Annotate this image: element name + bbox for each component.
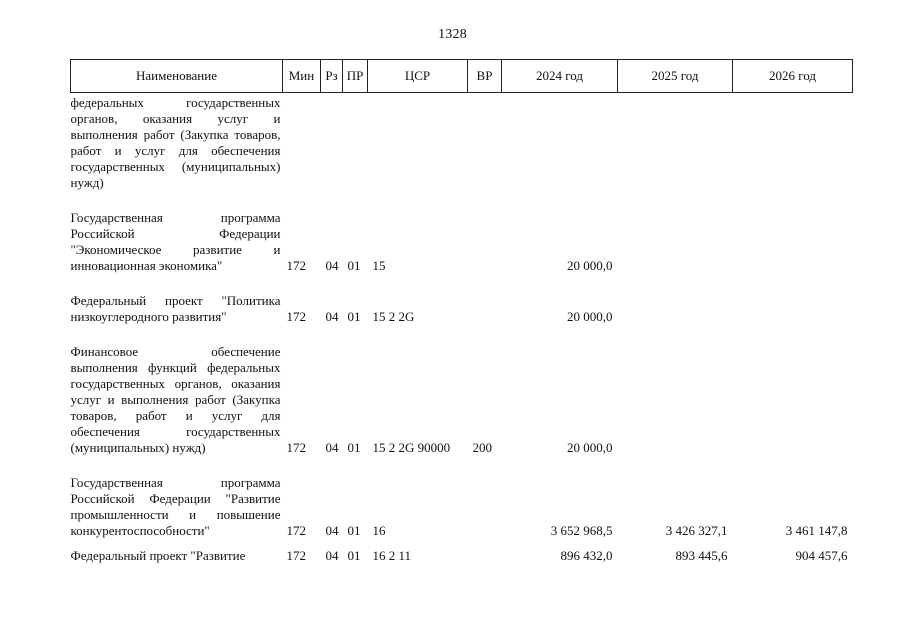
row-2026: 3 461 147,8 xyxy=(785,523,848,538)
row-2025: 893 445,6 xyxy=(675,548,728,563)
table-row xyxy=(71,194,853,277)
row-pr: 01 xyxy=(347,309,361,324)
row-vr xyxy=(468,542,502,567)
page-number: 1328 xyxy=(438,27,467,42)
row-2026 xyxy=(733,194,853,277)
table-row xyxy=(71,542,853,567)
header-rz: Рз xyxy=(321,60,343,93)
header-vr: ВР xyxy=(468,60,502,93)
table-row xyxy=(71,328,853,459)
table-row xyxy=(71,459,853,542)
table-row xyxy=(71,277,853,328)
header-2025: 2025 год xyxy=(618,60,733,93)
row-min xyxy=(283,93,321,195)
row-2024: 896 432,0 xyxy=(560,548,613,563)
row-2025 xyxy=(618,194,733,277)
header-2024: 2024 год xyxy=(502,60,618,93)
table-header-row xyxy=(71,60,853,93)
row-vr xyxy=(468,93,502,195)
header-min: Мин xyxy=(283,60,321,93)
row-vr xyxy=(468,459,502,542)
row-pr: 01 xyxy=(347,258,361,273)
row-name: Федеральный проект "Политика низкоуглеродного развития" xyxy=(70,293,281,324)
row-2026 xyxy=(733,93,853,195)
row-2025 xyxy=(618,277,733,328)
row-pr: 01 xyxy=(347,548,361,563)
row-name: федеральных государственных органов, оказания услуг и выполнения работ (Закупка товаров, работ и услуг для обеспечения государственных (муниципальных) нужд) xyxy=(70,95,281,190)
header-pr: ПР xyxy=(343,60,368,93)
row-2026 xyxy=(733,277,853,328)
row-2024: 20 000,0 xyxy=(567,309,613,324)
row-2025 xyxy=(618,93,733,195)
row-rz xyxy=(321,93,343,195)
row-2025: 3 426 327,1 xyxy=(665,523,728,538)
row-min: 172 xyxy=(286,258,306,273)
header-name: Наименование xyxy=(71,60,283,93)
budget-table xyxy=(70,59,853,567)
row-vr xyxy=(468,194,502,277)
row-2024: 20 000,0 xyxy=(567,258,613,273)
row-csr: 15 xyxy=(372,258,386,273)
row-rz: 04 xyxy=(325,548,339,563)
row-rz: 04 xyxy=(325,258,339,273)
row-name: Государственная программа Российской Федерации "Экономическое развитие и инновационная экономика" xyxy=(70,210,281,273)
row-2024: 3 652 968,5 xyxy=(550,523,613,538)
row-csr: 15 2 2G xyxy=(372,309,415,324)
row-csr: 16 xyxy=(372,523,386,538)
row-name: Финансовое обеспечение выполнения функций федеральных государственных органов, оказания услуг и выполнения работ (Закупка товаров, работ и услуг для обеспечения государственных (муниципальных) нужд) xyxy=(70,344,281,455)
row-2025 xyxy=(618,328,733,459)
row-rz: 04 xyxy=(325,440,339,455)
row-2024 xyxy=(502,93,618,195)
row-pr: 01 xyxy=(347,440,361,455)
row-min: 172 xyxy=(286,523,306,538)
row-vr xyxy=(468,277,502,328)
row-pr xyxy=(343,93,368,195)
row-name: Федеральный проект "Развитие xyxy=(70,548,246,563)
row-name: Государственная программа Российской Федерации "Развитие промышленности и повышение конкурентоспособности" xyxy=(70,475,281,538)
row-rz: 04 xyxy=(325,309,339,324)
row-2026: 904 457,6 xyxy=(795,548,848,563)
row-pr: 01 xyxy=(347,523,361,538)
row-csr: 16 2 11 xyxy=(372,548,412,563)
row-min: 172 xyxy=(286,440,306,455)
header-2026: 2026 год xyxy=(733,60,853,93)
row-2024: 20 000,0 xyxy=(567,440,613,455)
row-csr xyxy=(368,93,468,195)
row-min: 172 xyxy=(286,309,306,324)
header-csr: ЦСР xyxy=(368,60,468,93)
row-rz: 04 xyxy=(325,523,339,538)
row-vr: 200 xyxy=(472,440,492,455)
table-row xyxy=(71,93,853,195)
row-2026 xyxy=(733,328,853,459)
row-min: 172 xyxy=(286,548,306,563)
row-csr: 15 2 2G 90000 xyxy=(372,440,451,455)
